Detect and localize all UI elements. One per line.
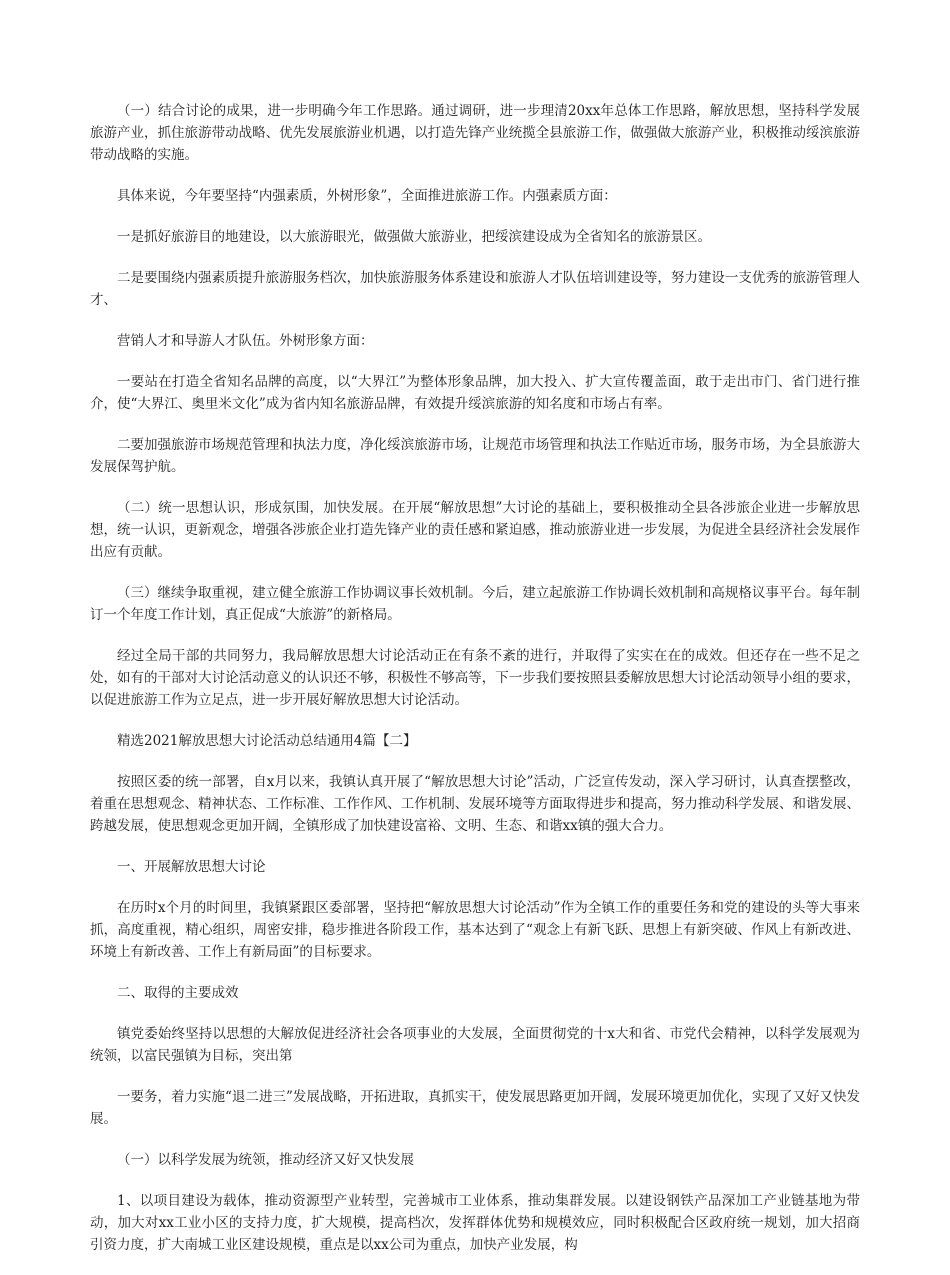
paragraph-17: 一要务，着力实施“退二进三”发展战略，开拓进取，真抓实干，使发展思路更加开阔，发展环境更加优化，实现了又好又快发展。 <box>90 1089 860 1127</box>
paragraph-6: 一要站在打造全省知名品牌的高度，以“大界江”为整体形象品牌，加大投入、扩大宣传覆盖面，敢于走出市门、省门进行推介，使“大界江、奥里米文化”成为省内知名旅游品牌，有效提升绥滨旅游的知名度和市场占有率。 <box>90 374 860 412</box>
paragraph-19: 1、以项目建设为载体，推动资源型产业转型，完善城市工业体系，推动集群发展。以建设钢铁产品深加工产业链基地为带动，加大对xx工业小区的支持力度，扩大规模，提高档次，发挥群体优势和规模效应，同时积极配合区政府统一规划，加大招商引资力度，扩大南城工业区建设规模，重点是以xx公司为重点，加快产业发展，构 <box>90 1193 860 1253</box>
paragraph-12: 按照区委的统一部署，自x月以来，我镇认真开展了“解放思想大讨论”活动，广泛宣传发动，深入学习研讨，认真查摆整改，着重在思想观念、精神状态、工作标准、工作作风、工作机制、发展环境等方面取得进步和提高，努力推动科学发展、和谐发展、跨越发展，使思想观念更加开阔，全镇形成了加快建设富裕、文明、生态、和谐xx镇的强大合力。 <box>90 774 860 834</box>
subheading-1: （一）以科学发展为统领，推动经济又好又快发展 <box>117 1152 414 1168</box>
heading-1: 一、开展解放思想大讨论 <box>117 859 266 875</box>
paragraph-4: 二是要围绕内强素质提升旅游服务档次，加快旅游服务体系建设和旅游人才队伍培训建设等，努力建设一支优秀的旅游管理人才、 <box>90 270 860 308</box>
document-body <box>90 100 860 1275</box>
paragraph-3: 一是抓好旅游目的地建设，以大旅游眼光，做强做大旅游业，把绥滨建设成为全省知名的旅游景区。 <box>117 229 711 245</box>
paragraph-2: 具体来说，今年要坚持“内强素质，外树形象”，全面推进旅游工作。内强素质方面： <box>117 188 617 204</box>
paragraph-14: 在历时x个月的时间里，我镇紧跟区委部署，坚持把“解放思想大讨论活动”作为全镇工作的重要任务和党的建设的头等大事来抓，高度重视，精心组织，周密安排，稳步推进各阶段工作，基本达到了“观念上有新飞跃、思想上有新突破、作风上有新改进、环境上有新改善、工作上有新局面”的目标要求。 <box>90 900 860 960</box>
paragraph-8: （二）统一思想认识，形成氛围，加快发展。在开展“解放思想”大讨论的基础上，要积极推动全县各涉旅企业进一步解放思想，统一认识，更新观念，增强各涉旅企业打造先锋产业的责任感和紧迫感，推动旅游业进一步发展，为促进全县经济社会发展作出应有贡献。 <box>90 500 860 560</box>
paragraph-16: 镇党委始终坚持以思想的大解放促进经济社会各项事业的大发展，全面贯彻党的十x大和省、市党代会精神，以科学发展观为统领，以富民强镇为目标，突出第 <box>90 1026 860 1064</box>
paragraph-9: （三）继续争取重视，建立健全旅游工作协调议事长效机制。今后，建立起旅游工作协调长效机制和高规格议事平台。每年制订一个年度工作计划，真正促成“大旅游”的新格局。 <box>90 585 860 623</box>
paragraph-5: 营销人才和导游人才队伍。外树形象方面： <box>117 333 374 349</box>
paragraph-7: 二要加强旅游市场规范管理和执法力度，净化绥滨旅游市场，让规范市场管理和执法工作贴近市场，服务市场，为全县旅游大发展保驾护航。 <box>90 437 860 475</box>
heading-2: 二、取得的主要成效 <box>117 985 239 1001</box>
paragraph-1: （一）结合讨论的成果，进一步明确今年工作思路。通过调研，进一步理清20xx年总体工作思路，解放思想，坚持科学发展旅游产业，抓住旅游带动战略、优先发展旅游业机遇，以打造先锋产业统揽全县旅游工作，做强做大旅游产业，积极推动绥滨旅游带动战略的实施。 <box>90 103 860 163</box>
section-title: 精选2021解放思想大讨论活动总结通用4篇【二】 <box>117 733 417 749</box>
paragraph-10: 经过全局干部的共同努力，我局解放思想大讨论活动正在有条不紊的进行，并取得了实实在在的成效。但还存在一些不足之处，如有的干部对大讨论活动意义的认识还不够，积极性不够高等，下一步我们要按照县委解放思想大讨论活动领导小组的要求，以促进旅游工作为立足点，进一步开展好解放思想大讨论活动。 <box>90 648 860 708</box>
